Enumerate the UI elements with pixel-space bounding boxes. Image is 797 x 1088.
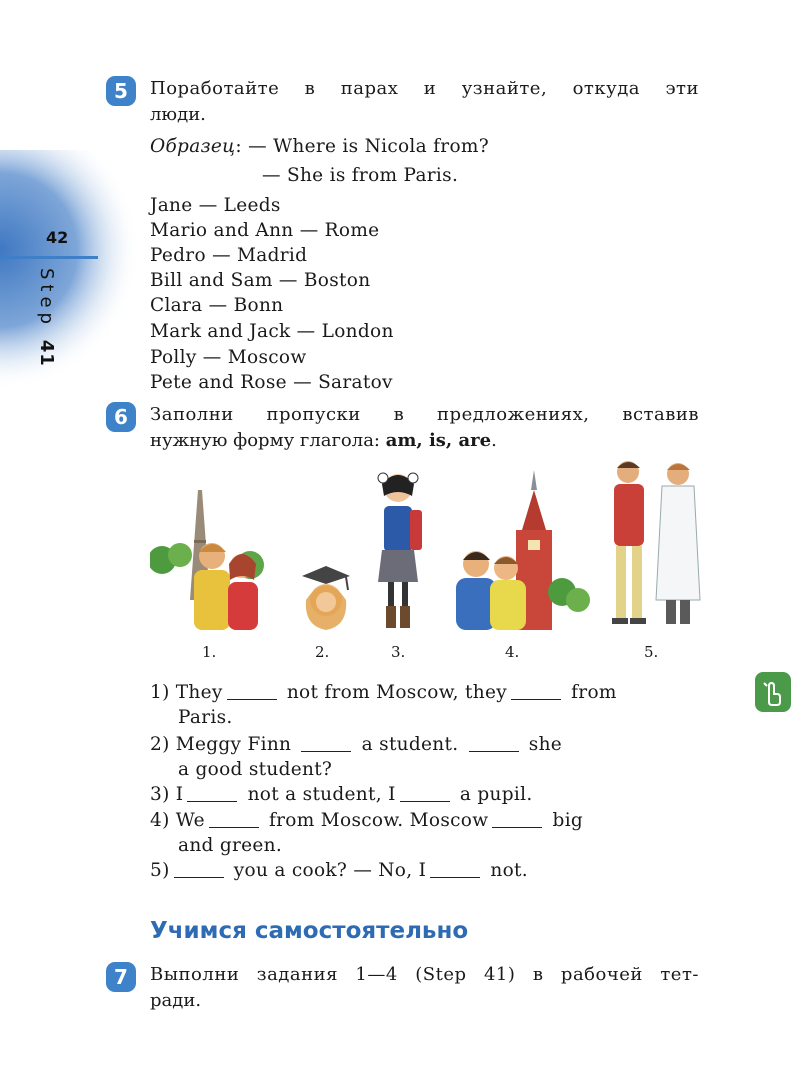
task-5-sample-question <box>150 136 489 157</box>
sentence-5-part-a: 5) <box>150 860 170 881</box>
sentence-1-part-b: not from Moscow, they <box>286 682 507 703</box>
sentence-4-part-d: and green. <box>178 835 283 856</box>
sentence-2-part-c: she <box>528 734 563 755</box>
step-label <box>36 268 57 367</box>
answer-blank <box>227 698 277 700</box>
sentence-5-part-c: not. <box>490 860 528 881</box>
sentence-1-line1 <box>150 682 617 703</box>
answer-blank <box>301 750 351 752</box>
picture-label-3: 3. <box>391 643 406 661</box>
task-7-instruction-line1: Выполни задания 1—4 (Step 41) в рабочей тет- <box>150 964 699 985</box>
task-6-instruction-line2 <box>150 430 497 451</box>
page-number: 42 <box>46 228 69 247</box>
answer-blank <box>492 826 542 828</box>
sentence-5-part-b: you a cook? — No, I <box>233 860 427 881</box>
picture-2-student-girl <box>302 566 350 630</box>
picture-4-moscow-boys <box>456 470 590 630</box>
task-7-badge: 7 <box>106 962 136 992</box>
instruction-suffix: . <box>491 430 497 451</box>
pair-item: Bill and Sam — Boston <box>150 270 371 291</box>
task-5-instruction-line2: люди. <box>150 104 206 125</box>
task-6-badge: 6 <box>106 402 136 432</box>
sentence-2-part-d: a good student? <box>178 759 333 780</box>
sample-question-text: : — Where is Nicola from? <box>235 136 489 157</box>
answer-blank <box>187 800 237 802</box>
sentence-5 <box>150 860 528 881</box>
task-6-instruction-line1: Заполни пропуски в предложениях, вставив <box>150 404 699 425</box>
picture-label-4: 4. <box>505 643 520 661</box>
sentence-3-part-c: a pupil. <box>459 784 533 805</box>
sentence-1-part-c: from <box>571 682 617 703</box>
pair-item: Mario and Ann — Rome <box>150 220 380 241</box>
pair-item: Mark and Jack — London <box>150 321 394 342</box>
sentence-4-part-b: from Moscow. Moscow <box>269 810 489 831</box>
answer-blank <box>400 800 450 802</box>
page-rule <box>0 256 98 259</box>
sentence-4-line1 <box>150 810 583 831</box>
sentence-4-part-a: 4) We <box>150 810 205 831</box>
pair-item: Pete and Rose — Saratov <box>150 372 393 393</box>
picture-label-1: 1. <box>202 643 217 661</box>
sentence-2-part-a: 2) Meggy Finn <box>150 734 292 755</box>
sentence-2-line1 <box>150 734 562 755</box>
pair-item: Polly — Moscow <box>150 347 307 368</box>
sentence-3-part-a: 3) I <box>150 784 184 805</box>
workbook-tab[interactable] <box>755 672 791 712</box>
task-5-badge: 5 <box>106 76 136 106</box>
task-6-illustrations <box>150 460 710 640</box>
step-number: 41 <box>36 339 57 367</box>
answer-blank <box>469 750 519 752</box>
picture-label-5: 5. <box>644 643 659 661</box>
sample-label: Образец <box>150 136 236 157</box>
picture-label-2: 2. <box>315 643 330 661</box>
answer-blank <box>511 698 561 700</box>
sentence-4-part-c: big <box>552 810 584 831</box>
step-word: Step <box>36 268 57 329</box>
task-7-instruction-line2: ради. <box>150 990 202 1011</box>
sentence-2-part-b: a student. <box>361 734 459 755</box>
picture-1-paris-couple <box>150 490 264 630</box>
pair-item: Pedro — Madrid <box>150 245 308 266</box>
answer-blank <box>174 876 224 878</box>
pair-item: Jane — Leeds <box>150 195 281 216</box>
task-5-sample-answer: — She is from Paris. <box>262 165 459 186</box>
pair-item: Clara — Bonn <box>150 295 284 316</box>
section-heading: Учимся самостоятельно <box>150 918 469 944</box>
sentence-1-part-a: 1) They <box>150 682 223 703</box>
sentence-1-part-d: Paris. <box>178 707 233 728</box>
sentence-3-part-b: not a student, I <box>247 784 396 805</box>
task-5-instruction-line1: Поработайте в парах и узнайте, откуда эти <box>150 78 699 99</box>
verb-forms: am, is, are <box>385 430 492 451</box>
answer-blank <box>430 876 480 878</box>
answer-blank <box>209 826 259 828</box>
sentence-3 <box>150 784 533 805</box>
instruction-prefix: нужную форму глагола: <box>150 430 386 451</box>
picture-5-man-and-doctor <box>612 461 700 624</box>
picture-3-schoolgirl <box>378 473 422 628</box>
hand-icon <box>755 672 791 712</box>
